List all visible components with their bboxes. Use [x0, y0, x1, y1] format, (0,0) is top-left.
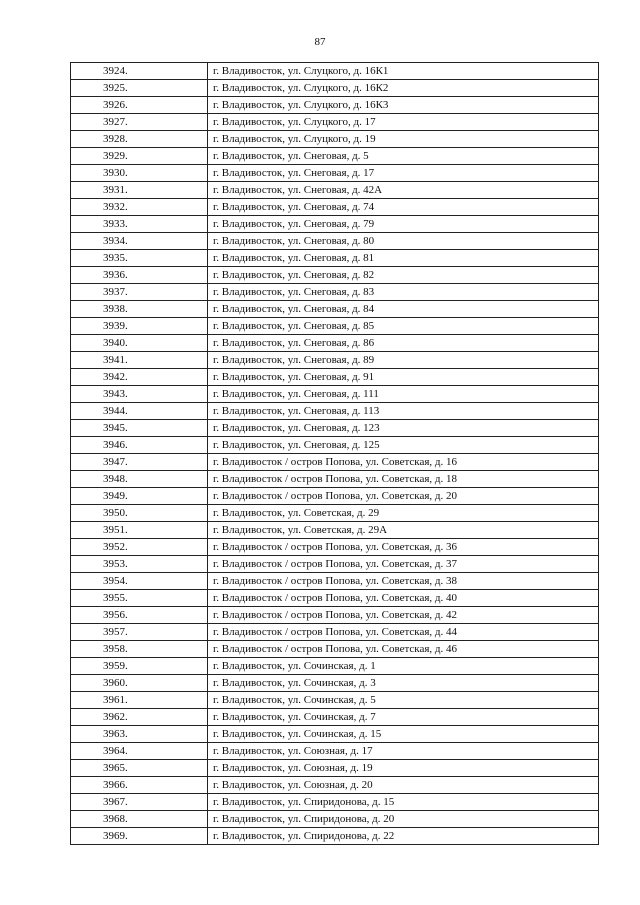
- table-row: [71, 386, 599, 403]
- table-row: [71, 97, 599, 114]
- table-row: [71, 726, 599, 743]
- row-address: г. Владивосток, ул. Снеговая, д. 91: [208, 369, 599, 386]
- row-number: 3958.: [71, 641, 208, 658]
- row-address: г. Владивосток / остров Попова, ул. Советская, д. 38: [208, 573, 599, 590]
- table-row: [71, 624, 599, 641]
- row-address: г. Владивосток / остров Попова, ул. Советская, д. 36: [208, 539, 599, 556]
- row-number: 3959.: [71, 658, 208, 675]
- row-address: г. Владивосток, ул. Спиридонова, д. 20: [208, 811, 599, 828]
- row-number: 3924.: [71, 63, 208, 80]
- row-address: г. Владивосток, ул. Снеговая, д. 83: [208, 284, 599, 301]
- row-number: 3950.: [71, 505, 208, 522]
- row-number: 3956.: [71, 607, 208, 624]
- row-address: г. Владивосток, ул. Снеговая, д. 123: [208, 420, 599, 437]
- table-row: [71, 420, 599, 437]
- table-row: [71, 352, 599, 369]
- table-row: [71, 607, 599, 624]
- row-address: г. Владивосток / остров Попова, ул. Советская, д. 16: [208, 454, 599, 471]
- table-row: [71, 250, 599, 267]
- row-address: г. Владивосток, ул. Снеговая, д. 17: [208, 165, 599, 182]
- row-number: 3929.: [71, 148, 208, 165]
- row-number: 3968.: [71, 811, 208, 828]
- row-number: 3947.: [71, 454, 208, 471]
- row-number: 3944.: [71, 403, 208, 420]
- row-address: г. Владивосток, ул. Сочинская, д. 15: [208, 726, 599, 743]
- row-number: 3943.: [71, 386, 208, 403]
- row-address: г. Владивосток, ул. Снеговая, д. 85: [208, 318, 599, 335]
- table-row: [71, 165, 599, 182]
- table-row: [71, 505, 599, 522]
- row-address: г. Владивосток, ул. Союзная, д. 19: [208, 760, 599, 777]
- table-row: [71, 590, 599, 607]
- row-address: г. Владивосток, ул. Союзная, д. 20: [208, 777, 599, 794]
- address-table-body: [71, 63, 599, 845]
- table-row: [71, 369, 599, 386]
- table-row: [71, 658, 599, 675]
- table-row: [71, 743, 599, 760]
- row-address: г. Владивосток, ул. Снеговая, д. 89: [208, 352, 599, 369]
- table-row: [71, 539, 599, 556]
- row-number: 3964.: [71, 743, 208, 760]
- row-number: 3957.: [71, 624, 208, 641]
- row-address: г. Владивосток, ул. Снеговая, д. 84: [208, 301, 599, 318]
- row-number: 3937.: [71, 284, 208, 301]
- row-address: г. Владивосток, ул. Снеговая, д. 79: [208, 216, 599, 233]
- row-address: г. Владивосток, ул. Сочинская, д. 5: [208, 692, 599, 709]
- row-address: г. Владивосток, ул. Снеговая, д. 125: [208, 437, 599, 454]
- row-address: г. Владивосток, ул. Снеговая, д. 111: [208, 386, 599, 403]
- table-row: [71, 573, 599, 590]
- table-row: [71, 284, 599, 301]
- row-address: г. Владивосток / остров Попова, ул. Советская, д. 18: [208, 471, 599, 488]
- table-row: [71, 233, 599, 250]
- row-number: 3940.: [71, 335, 208, 352]
- row-number: 3951.: [71, 522, 208, 539]
- row-number: 3928.: [71, 131, 208, 148]
- row-number: 3938.: [71, 301, 208, 318]
- row-number: 3939.: [71, 318, 208, 335]
- table-row: [71, 403, 599, 420]
- row-address: г. Владивосток, ул. Снеговая, д. 5: [208, 148, 599, 165]
- table-row: [71, 335, 599, 352]
- table-row: [71, 63, 599, 80]
- row-number: 3934.: [71, 233, 208, 250]
- row-address: г. Владивосток, ул. Снеговая, д. 42А: [208, 182, 599, 199]
- row-number: 3935.: [71, 250, 208, 267]
- row-number: 3965.: [71, 760, 208, 777]
- row-address: г. Владивосток, ул. Спиридонова, д. 22: [208, 828, 599, 845]
- row-number: 3969.: [71, 828, 208, 845]
- table-row: [71, 522, 599, 539]
- table-row: [71, 794, 599, 811]
- row-address: г. Владивосток / остров Попова, ул. Советская, д. 44: [208, 624, 599, 641]
- row-address: г. Владивосток, ул. Слуцкого, д. 16К1: [208, 63, 599, 80]
- table-row: [71, 760, 599, 777]
- row-number: 3927.: [71, 114, 208, 131]
- row-address: г. Владивосток / остров Попова, ул. Советская, д. 42: [208, 607, 599, 624]
- row-address: г. Владивосток, ул. Слуцкого, д. 16К2: [208, 80, 599, 97]
- row-address: г. Владивосток / остров Попова, ул. Советская, д. 40: [208, 590, 599, 607]
- row-number: 3961.: [71, 692, 208, 709]
- table-row: [71, 301, 599, 318]
- table-row: [71, 131, 599, 148]
- row-address: г. Владивосток, ул. Снеговая, д. 81: [208, 250, 599, 267]
- row-number: 3925.: [71, 80, 208, 97]
- table-row: [71, 182, 599, 199]
- row-address: г. Владивосток, ул. Спиридонова, д. 15: [208, 794, 599, 811]
- row-number: 3931.: [71, 182, 208, 199]
- row-address: г. Владивосток, ул. Сочинская, д. 1: [208, 658, 599, 675]
- row-number: 3966.: [71, 777, 208, 794]
- row-address: г. Владивосток, ул. Снеговая, д. 113: [208, 403, 599, 420]
- row-address: г. Владивосток, ул. Слуцкого, д. 19: [208, 131, 599, 148]
- row-address: г. Владивосток, ул. Слуцкого, д. 17: [208, 114, 599, 131]
- table-row: [71, 148, 599, 165]
- row-address: г. Владивосток / остров Попова, ул. Советская, д. 20: [208, 488, 599, 505]
- row-number: 3960.: [71, 675, 208, 692]
- row-number: 3967.: [71, 794, 208, 811]
- row-address: г. Владивосток, ул. Союзная, д. 17: [208, 743, 599, 760]
- table-row: [71, 199, 599, 216]
- row-number: 3954.: [71, 573, 208, 590]
- row-number: 3941.: [71, 352, 208, 369]
- table-row: [71, 556, 599, 573]
- table-row: [71, 811, 599, 828]
- row-address: г. Владивосток, ул. Советская, д. 29: [208, 505, 599, 522]
- row-number: 3926.: [71, 97, 208, 114]
- row-address: г. Владивосток, ул. Слуцкого, д. 16К3: [208, 97, 599, 114]
- table-row: [71, 318, 599, 335]
- table-row: [71, 675, 599, 692]
- table-row: [71, 692, 599, 709]
- row-number: 3953.: [71, 556, 208, 573]
- table-row: [71, 114, 599, 131]
- row-address: г. Владивосток / остров Попова, ул. Советская, д. 37: [208, 556, 599, 573]
- row-address: г. Владивосток, ул. Сочинская, д. 3: [208, 675, 599, 692]
- row-number: 3952.: [71, 539, 208, 556]
- row-address: г. Владивосток, ул. Снеговая, д. 82: [208, 267, 599, 284]
- row-address: г. Владивосток, ул. Сочинская, д. 7: [208, 709, 599, 726]
- row-address: г. Владивосток / остров Попова, ул. Советская, д. 46: [208, 641, 599, 658]
- row-number: 3933.: [71, 216, 208, 233]
- table-row: [71, 267, 599, 284]
- table-row: [71, 471, 599, 488]
- table-row: [71, 777, 599, 794]
- row-number: 3942.: [71, 369, 208, 386]
- row-number: 3962.: [71, 709, 208, 726]
- table-row: [71, 828, 599, 845]
- table-row: [71, 216, 599, 233]
- table-row: [71, 641, 599, 658]
- page-number: 87: [314, 36, 326, 48]
- row-number: 3945.: [71, 420, 208, 437]
- row-number: 3936.: [71, 267, 208, 284]
- row-address: г. Владивосток, ул. Снеговая, д. 74: [208, 199, 599, 216]
- row-number: 3955.: [71, 590, 208, 607]
- row-address: г. Владивосток, ул. Снеговая, д. 80: [208, 233, 599, 250]
- table-row: [71, 709, 599, 726]
- row-number: 3949.: [71, 488, 208, 505]
- table-row: [71, 80, 599, 97]
- row-number: 3930.: [71, 165, 208, 182]
- row-address: г. Владивосток, ул. Снеговая, д. 86: [208, 335, 599, 352]
- row-number: 3963.: [71, 726, 208, 743]
- row-number: 3946.: [71, 437, 208, 454]
- table-row: [71, 488, 599, 505]
- row-number: 3948.: [71, 471, 208, 488]
- row-address: г. Владивосток, ул. Советская, д. 29А: [208, 522, 599, 539]
- table-row: [71, 437, 599, 454]
- table-row: [71, 454, 599, 471]
- address-table: [70, 62, 599, 845]
- row-number: 3932.: [71, 199, 208, 216]
